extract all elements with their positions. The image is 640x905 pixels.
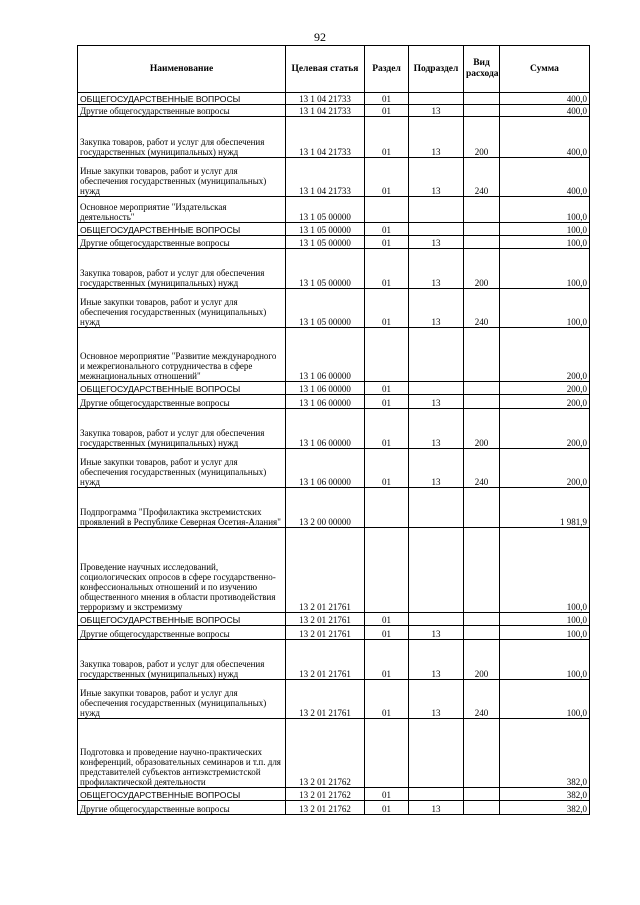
row-cell-code: 13 2 01 21762	[286, 719, 365, 788]
row-cell-sec: 01	[365, 158, 409, 197]
row-cell-name: Закупка товаров, работ и услуг для обеспечения государственных (муниципальных) нужд	[78, 117, 286, 158]
row-cell-kind	[464, 395, 500, 409]
table-row	[78, 236, 590, 249]
row-cell-kind: 240	[464, 449, 500, 488]
row-cell-name: Другие общегосударственные вопросы	[78, 236, 286, 249]
row-cell-sec: 01	[365, 105, 409, 117]
table-header-row	[78, 46, 590, 93]
table-row	[78, 395, 590, 409]
row-cell-code: 13 2 00 00000	[286, 488, 365, 528]
header-subsection: Подраздел	[409, 46, 464, 93]
row-cell-sec: 01	[365, 626, 409, 640]
row-cell-sum: 400,0	[500, 93, 590, 105]
row-cell-code: 13 2 01 21761	[286, 680, 365, 719]
row-cell-kind	[464, 236, 500, 249]
row-cell-sum: 100,0	[500, 626, 590, 640]
row-cell-kind	[464, 613, 500, 626]
table-row	[78, 117, 590, 158]
row-cell-kind	[464, 93, 500, 105]
row-cell-name: Закупка товаров, работ и услуг для обеспечения государственных (муниципальных) нужд	[78, 249, 286, 289]
header-target: Целевая статья	[286, 46, 365, 93]
row-cell-sum: 1 981,9	[500, 488, 590, 528]
row-cell-sec: 01	[365, 236, 409, 249]
row-cell-kind	[464, 328, 500, 382]
row-cell-sec: 01	[365, 409, 409, 449]
row-cell-code: 13 1 04 21733	[286, 158, 365, 197]
row-cell-name: Основное мероприятие "Развитие международного и межрегионального сотрудничества в сфере межнациональных отношений"	[78, 328, 286, 382]
row-cell-name: Закупка товаров, работ и услуг для обеспечения государственных (муниципальных) нужд	[78, 409, 286, 449]
row-cell-sub: 13	[409, 249, 464, 289]
row-cell-sec	[365, 528, 409, 613]
row-cell-sub: 13	[409, 105, 464, 117]
row-cell-sub	[409, 223, 464, 236]
row-cell-sum: 100,0	[500, 613, 590, 626]
table-row	[78, 93, 590, 105]
row-cell-kind	[464, 528, 500, 613]
table-row	[78, 289, 590, 328]
page-number: 92	[314, 30, 326, 44]
row-cell-sum: 400,0	[500, 117, 590, 158]
row-cell-code: 13 2 01 21762	[286, 801, 365, 815]
table-row	[78, 788, 590, 801]
row-cell-sec	[365, 328, 409, 382]
table-row	[78, 626, 590, 640]
row-cell-code: 13 1 05 00000	[286, 197, 365, 223]
table-row	[78, 249, 590, 289]
table-row	[78, 680, 590, 719]
row-cell-code: 13 1 06 00000	[286, 409, 365, 449]
row-cell-kind	[464, 626, 500, 640]
header-section: Раздел	[365, 46, 409, 93]
row-cell-sub: 13	[409, 449, 464, 488]
table-row	[78, 640, 590, 680]
row-cell-name: Иные закупки товаров, работ и услуг для обеспечения государственных (муниципальных) нужд	[78, 449, 286, 488]
row-cell-name: ОБЩЕГОСУДАРСТВЕННЫЕ ВОПРОСЫ	[78, 382, 286, 395]
row-cell-sub	[409, 382, 464, 395]
row-cell-sub: 13	[409, 158, 464, 197]
row-cell-name: ОБЩЕГОСУДАРСТВЕННЫЕ ВОПРОСЫ	[78, 613, 286, 626]
row-cell-kind	[464, 105, 500, 117]
row-cell-code: 13 1 05 00000	[286, 249, 365, 289]
row-cell-kind: 200	[464, 640, 500, 680]
table-row	[78, 488, 590, 528]
row-cell-kind: 240	[464, 158, 500, 197]
table-row	[78, 158, 590, 197]
row-cell-kind	[464, 488, 500, 528]
row-cell-name: Подготовка и проведение научно-практических конференций, образовательных семинаров и т.п. для представителей субъектов антиэкстремистской профилактической деятельности	[78, 719, 286, 788]
table-row	[78, 223, 590, 236]
row-cell-name: Закупка товаров, работ и услуг для обеспечения государственных (муниципальных) нужд	[78, 640, 286, 680]
row-cell-sub: 13	[409, 626, 464, 640]
table-row	[78, 197, 590, 223]
row-cell-sec: 01	[365, 289, 409, 328]
row-cell-sub	[409, 488, 464, 528]
row-cell-name: Проведение научных исследований, социологических опросов в сфере государственно-конфессиональных отношений и по изучению общественного мнения в области противодействия терроризму и экстремизму	[78, 528, 286, 613]
row-cell-sub: 13	[409, 680, 464, 719]
row-cell-name: ОБЩЕГОСУДАРСТВЕННЫЕ ВОПРОСЫ	[78, 223, 286, 236]
row-cell-sum: 100,0	[500, 680, 590, 719]
table-row	[78, 449, 590, 488]
row-cell-sec	[365, 197, 409, 223]
row-cell-sum: 200,0	[500, 395, 590, 409]
row-cell-name: Подпрограмма "Профилактика экстремистских проявлений в Республике Северная Осетия-Алания"	[78, 488, 286, 528]
row-cell-sum: 200,0	[500, 449, 590, 488]
row-cell-sec: 01	[365, 223, 409, 236]
row-cell-kind	[464, 197, 500, 223]
row-cell-sec: 01	[365, 382, 409, 395]
row-cell-sec: 01	[365, 788, 409, 801]
row-cell-sec: 01	[365, 93, 409, 105]
table-row	[78, 105, 590, 117]
row-cell-code: 13 1 04 21733	[286, 93, 365, 105]
row-cell-code: 13 1 06 00000	[286, 382, 365, 395]
row-cell-sub: 13	[409, 640, 464, 680]
row-cell-code: 13 2 01 21761	[286, 626, 365, 640]
row-cell-sub: 13	[409, 409, 464, 449]
row-cell-sum: 382,0	[500, 801, 590, 815]
row-cell-name: Иные закупки товаров, работ и услуг для обеспечения государственных (муниципальных) нужд	[78, 289, 286, 328]
table-row	[78, 382, 590, 395]
row-cell-code: 13 2 01 21761	[286, 528, 365, 613]
row-cell-kind: 200	[464, 249, 500, 289]
row-cell-sub	[409, 613, 464, 626]
row-cell-sub: 13	[409, 395, 464, 409]
row-cell-sum: 100,0	[500, 197, 590, 223]
row-cell-sec: 01	[365, 613, 409, 626]
row-cell-kind	[464, 719, 500, 788]
row-cell-kind: 200	[464, 409, 500, 449]
row-cell-sec: 01	[365, 117, 409, 158]
row-cell-sum: 100,0	[500, 223, 590, 236]
row-cell-code: 13 1 06 00000	[286, 395, 365, 409]
row-cell-sum: 100,0	[500, 236, 590, 249]
row-cell-sec: 01	[365, 801, 409, 815]
row-cell-name: Другие общегосударственные вопросы	[78, 105, 286, 117]
row-cell-sum: 100,0	[500, 249, 590, 289]
row-cell-code: 13 1 04 21733	[286, 105, 365, 117]
row-cell-sum: 400,0	[500, 158, 590, 197]
row-cell-sec: 01	[365, 680, 409, 719]
row-cell-sum: 200,0	[500, 328, 590, 382]
row-cell-code: 13 1 06 00000	[286, 449, 365, 488]
row-cell-kind	[464, 801, 500, 815]
row-cell-sum: 200,0	[500, 409, 590, 449]
row-cell-kind	[464, 788, 500, 801]
row-cell-sub	[409, 719, 464, 788]
row-cell-sum: 100,0	[500, 528, 590, 613]
row-cell-code: 13 1 04 21733	[286, 117, 365, 158]
row-cell-code: 13 2 01 21761	[286, 613, 365, 626]
row-cell-name: Иные закупки товаров, работ и услуг для обеспечения государственных (муниципальных) нужд	[78, 680, 286, 719]
row-cell-sub: 13	[409, 801, 464, 815]
row-cell-sub	[409, 788, 464, 801]
table-row	[78, 801, 590, 815]
row-cell-name: Другие общегосударственные вопросы	[78, 801, 286, 815]
row-cell-sec	[365, 719, 409, 788]
row-cell-sub: 13	[409, 117, 464, 158]
row-cell-sub	[409, 93, 464, 105]
row-cell-code: 13 1 05 00000	[286, 236, 365, 249]
row-cell-code: 13 2 01 21761	[286, 640, 365, 680]
row-cell-name: Иные закупки товаров, работ и услуг для обеспечения государственных (муниципальных) нужд	[78, 158, 286, 197]
row-cell-sub	[409, 328, 464, 382]
row-cell-sec: 01	[365, 395, 409, 409]
row-cell-sum: 382,0	[500, 788, 590, 801]
row-cell-sec: 01	[365, 640, 409, 680]
table-row	[78, 409, 590, 449]
table-row	[78, 613, 590, 626]
row-cell-sum: 200,0	[500, 382, 590, 395]
row-cell-code: 13 1 06 00000	[286, 328, 365, 382]
row-cell-code: 13 2 01 21762	[286, 788, 365, 801]
row-cell-name: Основное мероприятие "Издательская деятельность"	[78, 197, 286, 223]
row-cell-sec: 01	[365, 449, 409, 488]
row-cell-kind	[464, 223, 500, 236]
header-kind: Вид расхода	[464, 46, 500, 93]
row-cell-name: Другие общегосударственные вопросы	[78, 626, 286, 640]
row-cell-kind: 240	[464, 289, 500, 328]
table-row	[78, 328, 590, 382]
row-cell-name: ОБЩЕГОСУДАРСТВЕННЫЕ ВОПРОСЫ	[78, 93, 286, 105]
row-cell-kind	[464, 382, 500, 395]
budget-table	[77, 45, 590, 815]
row-cell-kind: 200	[464, 117, 500, 158]
header-sum: Сумма	[500, 46, 590, 93]
row-cell-sum: 100,0	[500, 640, 590, 680]
row-cell-kind: 240	[464, 680, 500, 719]
row-cell-sub: 13	[409, 236, 464, 249]
row-cell-sum: 382,0	[500, 719, 590, 788]
row-cell-sec	[365, 488, 409, 528]
row-cell-name: ОБЩЕГОСУДАРСТВЕННЫЕ ВОПРОСЫ	[78, 788, 286, 801]
row-cell-sec: 01	[365, 249, 409, 289]
row-cell-sum: 100,0	[500, 289, 590, 328]
row-cell-sub	[409, 528, 464, 613]
header-name: Наименование	[78, 46, 286, 93]
row-cell-sub	[409, 197, 464, 223]
row-cell-code: 13 1 05 00000	[286, 289, 365, 328]
table-row	[78, 528, 590, 613]
row-cell-code: 13 1 05 00000	[286, 223, 365, 236]
table-row	[78, 719, 590, 788]
row-cell-sub: 13	[409, 289, 464, 328]
row-cell-sum: 400,0	[500, 105, 590, 117]
row-cell-name: Другие общегосударственные вопросы	[78, 395, 286, 409]
